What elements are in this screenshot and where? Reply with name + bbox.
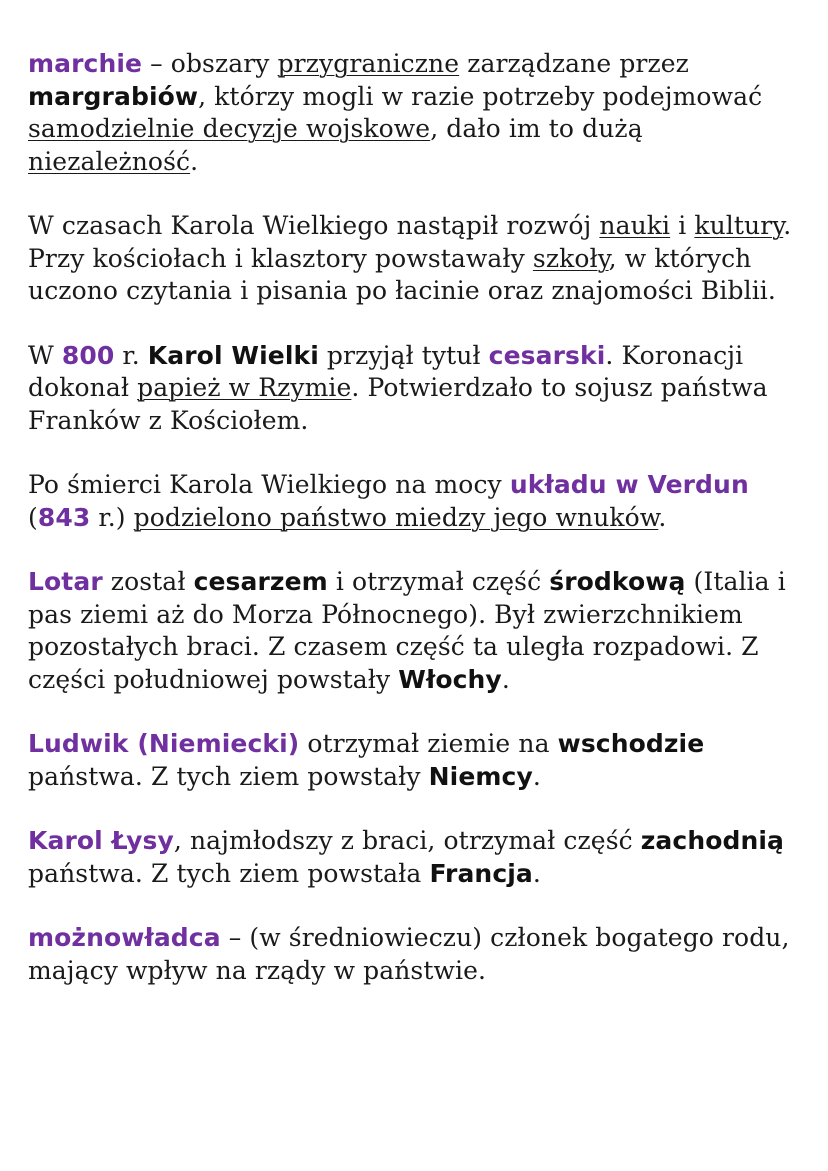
highlighted-term: marchie [28,49,143,78]
text-run: . Potwierdzało to sojusz państwa Franków z Kościołem. [28,373,768,435]
text-run: W czasach Karola Wielkiego nastąpił rozwój [28,211,600,240]
highlighted-term: Lotar [28,567,103,596]
text-run: i [670,211,695,240]
paragraph-marchie [28,48,818,178]
highlighted-term: Karol Łysy [28,826,174,855]
text-run: , najmłodszy z braci, otrzymał część [173,826,641,855]
text-run: państwa. Z tych ziem powstała [28,858,430,888]
text-run: r.) [90,502,134,532]
underlined-phrase: nauki [599,211,671,240]
bold-term: Niemcy [428,761,533,791]
text-run: Po śmierci Karola Wielkiego na mocy [28,470,510,499]
bold-term: Karol Wielki [147,340,319,370]
highlighted-term: Ludwik (Niemiecki) [28,729,300,758]
text-run: . [532,858,541,888]
text-run: przyjął tytuł [318,340,489,370]
bold-term: środkową [549,567,686,596]
bold-term: wschodzie [557,729,705,758]
text-run: państwa. Z tych ziem powstały [28,761,429,791]
text-run: . Koronacji dokonał [28,340,744,402]
text-run: . [658,502,667,532]
text-run: ( [28,502,38,532]
paragraph-verdun [28,469,818,534]
bold-term: Włochy [398,664,502,694]
bold-term: cesarzem [193,567,328,596]
highlighted-term: cesarski [488,340,606,370]
paragraph-karol-lysy [28,825,818,890]
text-run: , w których uczono czytania i pisania po łacinie oraz znajomości Biblii. [28,243,776,305]
text-run: r. [114,340,148,370]
text-run: . [190,146,199,176]
document-page [28,48,818,1019]
text-run: otrzymał ziemie na [299,729,558,758]
bold-term: margrabiów [28,81,199,111]
underlined-phrase: kultury [694,211,784,240]
text-run: . Przy kościołach i klasztory powstawały [28,211,792,273]
text-run: zarządzane przez [459,49,689,78]
text-run: , którzy mogli w razie potrzeby podejmować [198,81,763,111]
highlighted-term: układu w Verdun [509,470,749,499]
paragraph-moznowladca [28,922,818,987]
underlined-phrase: samodzielnie decyzje wojskowe [28,114,431,143]
underlined-phrase: przygraniczne [277,49,460,78]
text-run: W [28,340,62,370]
text-run: . [501,664,510,694]
text-run: – (w średniowieczu) członek bogatego rodu, mający wpływ na rządy w państwie. [28,923,790,985]
highlighted-term: 800 [61,340,115,370]
bold-term: Francja [429,858,533,888]
text-run: – obszary [142,49,278,78]
underlined-phrase: papież w Rzymie [137,373,352,402]
underlined-phrase: niezależność [28,146,191,176]
highlighted-term: możnowładca [28,923,221,952]
underlined-phrase: podzielono państwo miedzy jego wnuków [133,502,659,532]
text-run: (Italia i pas ziemi aż do Morza Północnego). Był zwierzchnikiem pozostałych braci. Z czasem część ta uległa rozpadowi. Z części południowej powstały [28,567,786,694]
underlined-phrase: szkoły [532,243,609,273]
text-run: i otrzymał część [327,567,550,596]
paragraph-coronation [28,340,818,438]
paragraph-lotar [28,566,818,696]
paragraph-ludwik [28,728,818,793]
text-run: , dało im to dużą [430,114,643,143]
highlighted-term: 843 [37,502,91,532]
paragraph-culture [28,210,818,308]
text-run: . [532,761,541,791]
text-run: został [102,567,194,596]
bold-term: zachodnią [640,826,785,855]
